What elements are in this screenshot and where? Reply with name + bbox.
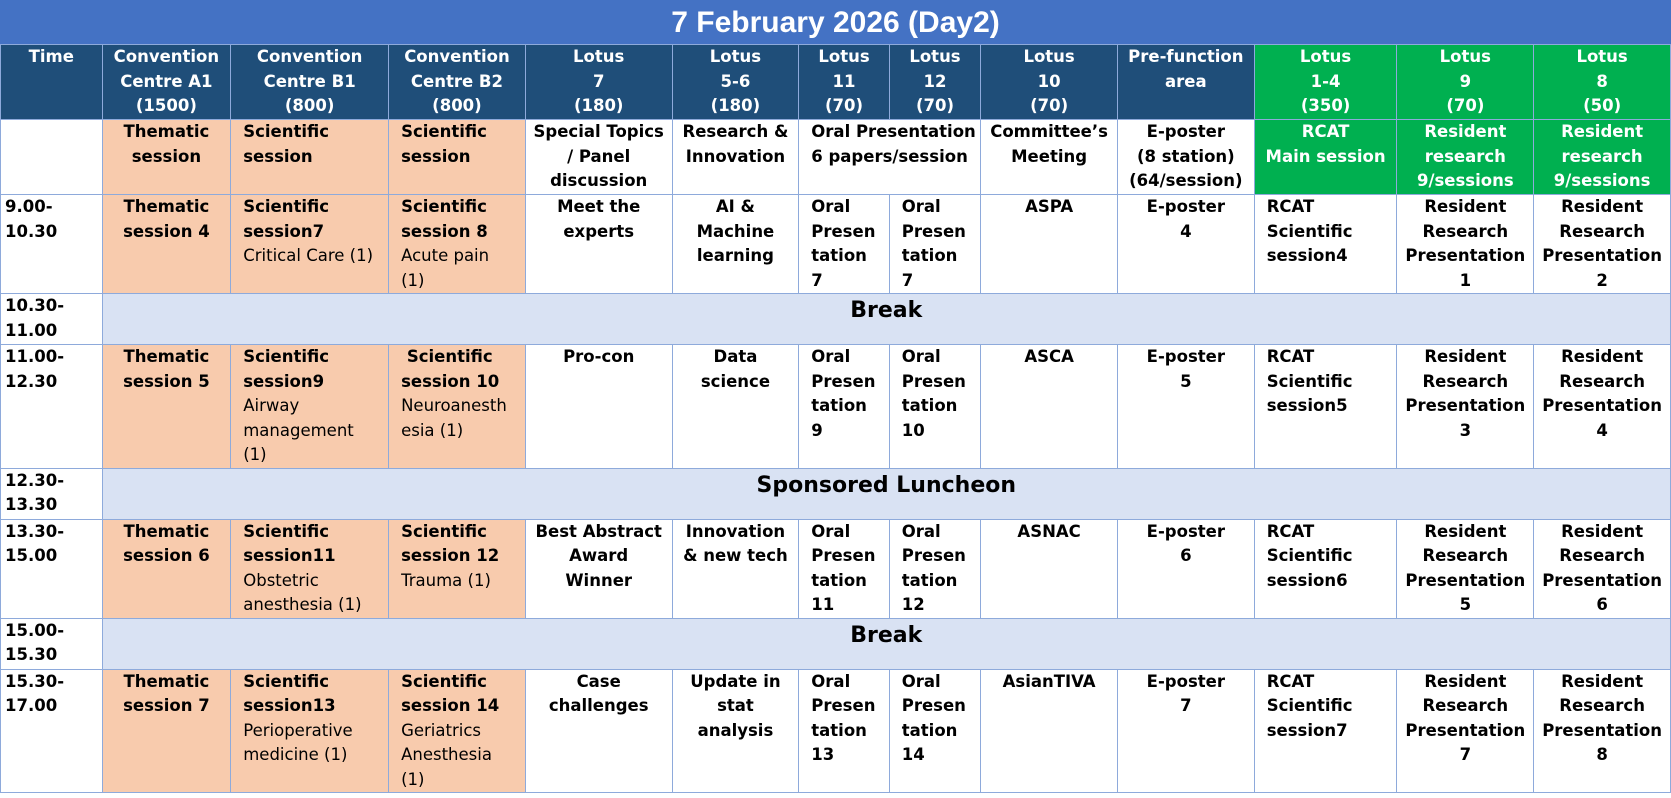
row2-lotus-11: Oral Presen tation 9 — [799, 345, 889, 469]
schedule-table — [0, 44, 1671, 793]
row1-time: 9.00- 10.30 — [1, 195, 103, 294]
row2-pre-function: E-poster 5 — [1117, 345, 1254, 469]
row4-cc-b1: Scientific session13 Perioperative medicine (1) — [231, 669, 389, 793]
break3-time: 15.00- 15.30 — [1, 618, 103, 669]
header-lotus-7: Lotus 7 (180) — [525, 45, 672, 120]
row2-time: 11.00- 12.30 — [1, 345, 103, 469]
row1-lotus-12: Oral Presen tation 7 — [889, 195, 980, 294]
row1-cc-b2: Scientific session 8 Acute pain (1) — [389, 195, 526, 294]
row2-lotus-8: Resident Research Presentation 4 — [1534, 345, 1671, 469]
row1-lotus-7: Meet the experts — [525, 195, 672, 294]
header-lotus-9: Lotus 9 (70) — [1397, 45, 1534, 120]
row2-cc-b1: Scientific session9 Airway management (1) — [231, 345, 389, 469]
row3-time: 13.30- 15.00 — [1, 519, 103, 618]
break2-label: Sponsored Luncheon — [102, 468, 1670, 519]
header-lotus-10: Lotus 10 (70) — [981, 45, 1118, 120]
row3-lotus-1-4: RCAT Scientific session6 — [1254, 519, 1397, 618]
row4-cc-a1: Thematic session 7 — [102, 669, 231, 793]
type-cc-a1: Thematic session — [102, 120, 231, 195]
row4-lotus-8: Resident Research Presentation 8 — [1534, 669, 1671, 793]
header-lotus-1-4: Lotus 1-4 (350) — [1254, 45, 1397, 120]
row3-cc-b1: Scientific session11 Obstetric anesthesia (1) — [231, 519, 389, 618]
row2-lotus-7: Pro-con — [525, 345, 672, 469]
row1-cc-a1: Thematic session 4 — [102, 195, 231, 294]
row3-lotus-11: Oral Presen tation 11 — [799, 519, 889, 618]
row4-cc-b2: Scientific session 14 Geriatrics Anesthesia (1) — [389, 669, 526, 793]
type-lotus-10: Committee’s Meeting — [981, 120, 1118, 195]
row1-lotus-1-4: RCAT Scientific session4 — [1254, 195, 1397, 294]
header-cc-b1: Convention Centre B1 (800) — [231, 45, 389, 120]
break1-label: Break — [102, 294, 1670, 345]
break1-time: 10.30- 11.00 — [1, 294, 103, 345]
header-lotus-5-6: Lotus 5-6 (180) — [672, 45, 799, 120]
table-row — [1, 669, 1671, 793]
row1-lotus-5-6: AI & Machine learning — [672, 195, 799, 294]
row2-lotus-1-4: RCAT Scientific session5 — [1254, 345, 1397, 469]
type-oral-presentation: Oral Presentation 6 papers/session — [799, 120, 981, 195]
row1-cc-b1: Scientific session7 Critical Care (1) — [231, 195, 389, 294]
break-row — [1, 294, 1671, 345]
row2-lotus-10: ASCA — [981, 345, 1118, 469]
type-lotus-5-6: Research & Innovation — [672, 120, 799, 195]
type-lotus-1-4: RCAT Main session — [1254, 120, 1397, 195]
break-row — [1, 468, 1671, 519]
row4-pre-function: E-poster 7 — [1117, 669, 1254, 793]
row4-lotus-11: Oral Presen tation 13 — [799, 669, 889, 793]
row3-lotus-10: ASNAC — [981, 519, 1118, 618]
row2-cc-b2: Scientific session 10 Neuroanesth esia (1) — [389, 345, 526, 469]
header-row — [1, 45, 1671, 120]
row3-cc-b2: Scientific session 12 Trauma (1) — [389, 519, 526, 618]
row4-lotus-10: AsianTIVA — [981, 669, 1118, 793]
table-row — [1, 345, 1671, 469]
break-row — [1, 618, 1671, 669]
row3-lotus-8: Resident Research Presentation 6 — [1534, 519, 1671, 618]
header-cc-b2: Convention Centre B2 (800) — [389, 45, 526, 120]
type-cc-b2: Scientific session — [389, 120, 526, 195]
row4-lotus-7: Case challenges — [525, 669, 672, 793]
break2-time: 12.30- 13.30 — [1, 468, 103, 519]
type-lotus-9: Resident research 9/sessions — [1397, 120, 1534, 195]
header-cc-a1: Convention Centre A1 (1500) — [102, 45, 231, 120]
table-row — [1, 195, 1671, 294]
header-lotus-8: Lotus 8 (50) — [1534, 45, 1671, 120]
row2-lotus-5-6: Data science — [672, 345, 799, 469]
row3-lotus-9: Resident Research Presentation 5 — [1397, 519, 1534, 618]
row2-lotus-12: Oral Presen tation 10 — [889, 345, 980, 469]
row1-pre-function: E-poster 4 — [1117, 195, 1254, 294]
session-type-row — [1, 120, 1671, 195]
header-lotus-11: Lotus 11 (70) — [799, 45, 889, 120]
break3-label: Break — [102, 618, 1670, 669]
header-pre-function: Pre-function area — [1117, 45, 1254, 120]
type-lotus-7: Special Topics / Panel discussion — [525, 120, 672, 195]
page-title: 7 February 2026 (Day2) — [0, 0, 1671, 44]
table-row — [1, 519, 1671, 618]
row3-pre-function: E-poster 6 — [1117, 519, 1254, 618]
type-time-empty — [1, 120, 103, 195]
row4-lotus-12: Oral Presen tation 14 — [889, 669, 980, 793]
row4-lotus-9: Resident Research Presentation 7 — [1397, 669, 1534, 793]
row4-lotus-5-6: Update in stat analysis — [672, 669, 799, 793]
header-time: Time — [1, 45, 103, 120]
row3-lotus-5-6: Innovation & new tech — [672, 519, 799, 618]
type-pre-function: E-poster (8 station) (64/session) — [1117, 120, 1254, 195]
row1-lotus-8: Resident Research Presentation 2 — [1534, 195, 1671, 294]
row1-lotus-11: Oral Presen tation 7 — [799, 195, 889, 294]
row3-lotus-7: Best Abstract Award Winner — [525, 519, 672, 618]
row3-lotus-12: Oral Presen tation 12 — [889, 519, 980, 618]
row1-lotus-10: ASPA — [981, 195, 1118, 294]
row2-cc-a1: Thematic session 5 — [102, 345, 231, 469]
row4-time: 15.30- 17.00 — [1, 669, 103, 793]
row3-cc-a1: Thematic session 6 — [102, 519, 231, 618]
row1-lotus-9: Resident Research Presentation 1 — [1397, 195, 1534, 294]
row2-lotus-9: Resident Research Presentation 3 — [1397, 345, 1534, 469]
type-lotus-8: Resident research 9/sessions — [1534, 120, 1671, 195]
type-cc-b1: Scientific session — [231, 120, 389, 195]
header-lotus-12: Lotus 12 (70) — [889, 45, 980, 120]
row4-lotus-1-4: RCAT Scientific session7 — [1254, 669, 1397, 793]
